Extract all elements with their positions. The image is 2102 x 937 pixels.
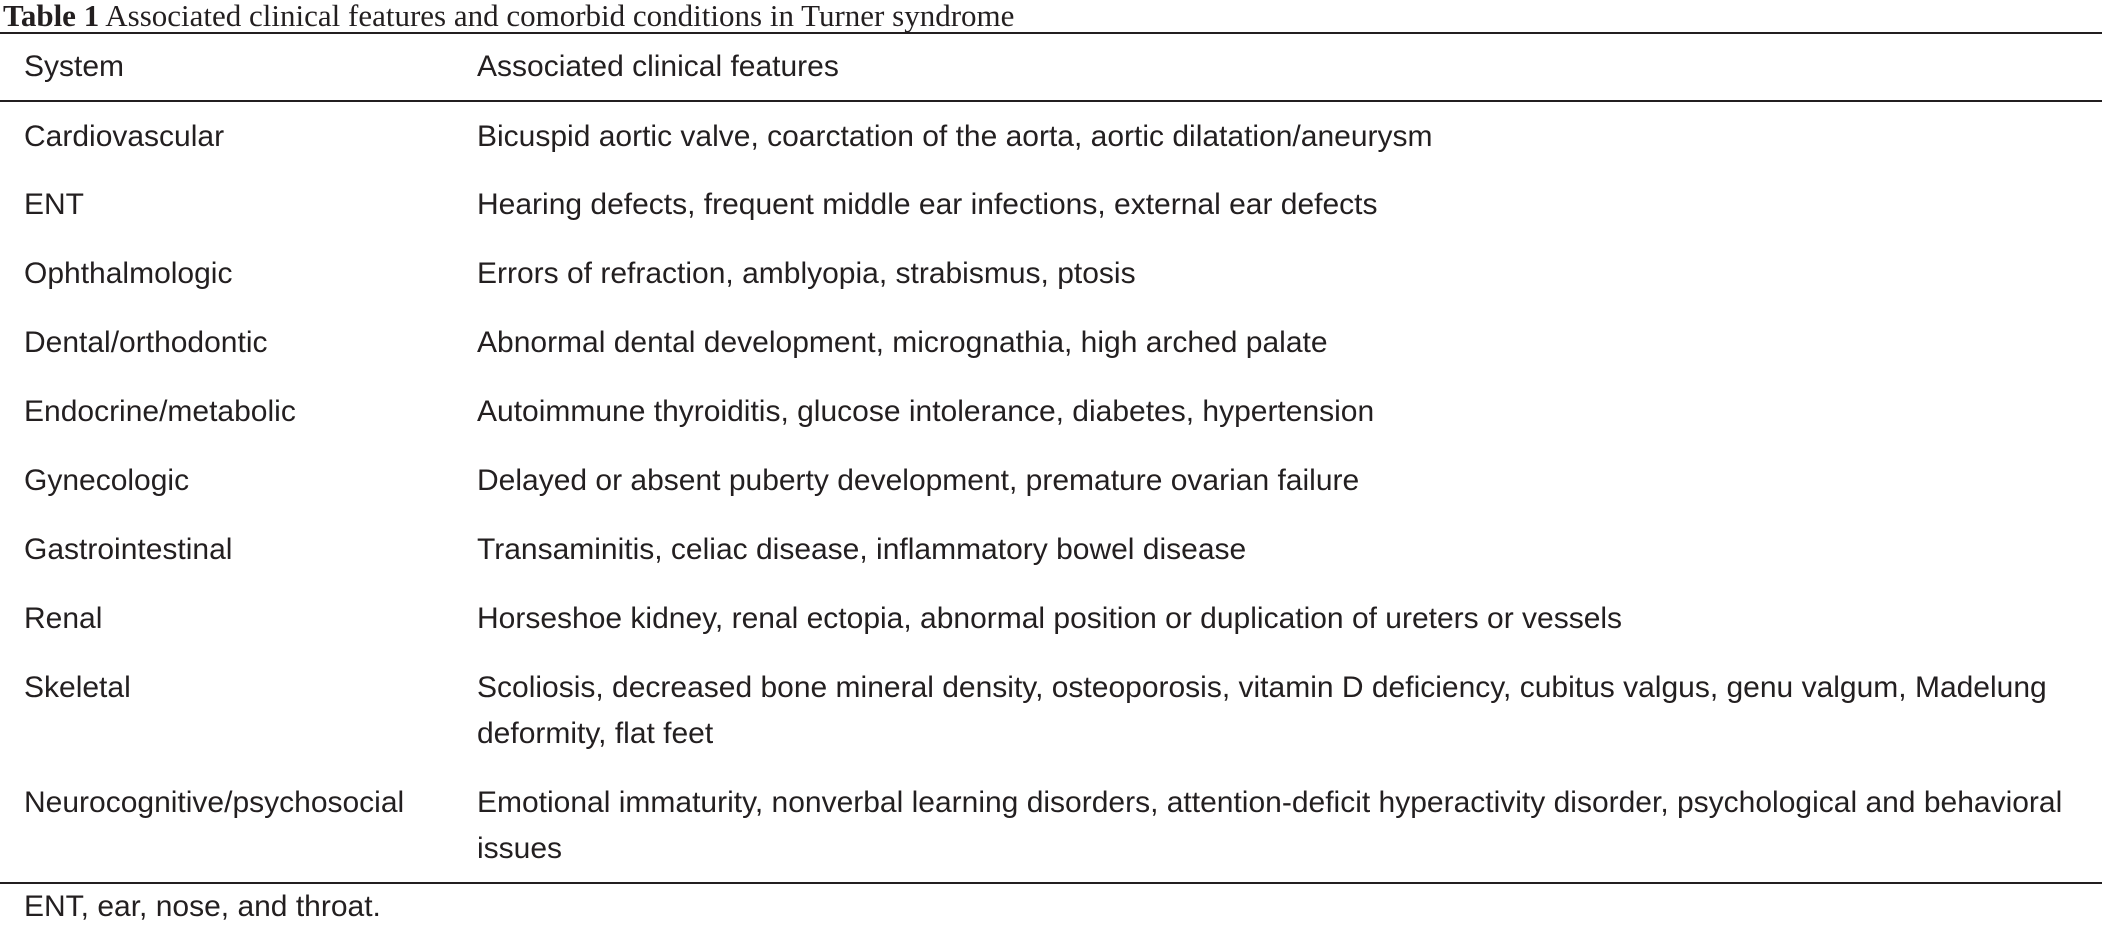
features-cell: Horseshoe kidney, renal ectopia, abnormal position or duplication of ureters or vessels <box>477 602 1623 635</box>
system-cell: Endocrine/metabolic <box>24 395 296 428</box>
features-cell: Emotional immaturity, nonverbal learning disorders, attention-deficit hyperactivity disorder, psychological and behavioral issues <box>477 768 2102 883</box>
table-footnote: ENT, ear, nose, and throat. <box>24 890 381 923</box>
header-system: System <box>24 50 125 83</box>
features-cell: Abnormal dental development, micrognathia, high arched palate <box>477 326 1328 359</box>
table-header-row <box>0 33 2102 101</box>
table-row <box>0 768 2102 883</box>
system-cell: Dental/orthodontic <box>24 326 268 359</box>
features-cell: Delayed or absent puberty development, premature ovarian failure <box>477 464 1360 497</box>
caption-text: Associated clinical features and comorbid conditions in Turner syndrome <box>105 0 1015 33</box>
table-row <box>0 515 2102 584</box>
caption-label: Table 1 <box>3 0 100 33</box>
features-cell: Bicuspid aortic valve, coarctation of the aorta, aortic dilatation/aneurysm <box>477 120 1433 153</box>
table-row <box>0 101 2102 170</box>
system-cell: Cardiovascular <box>24 120 225 153</box>
system-cell: Ophthalmologic <box>24 257 233 290</box>
table-row <box>0 377 2102 446</box>
system-cell: Renal <box>24 602 103 635</box>
features-cell: Autoimmune thyroiditis, glucose intolerance, diabetes, hypertension <box>477 395 1375 428</box>
clinical-features-table <box>0 32 2102 884</box>
system-cell: Skeletal <box>24 671 131 704</box>
table-row <box>0 584 2102 653</box>
table-row <box>0 170 2102 239</box>
header-features: Associated clinical features <box>477 50 839 83</box>
table-row <box>0 308 2102 377</box>
features-cell: Scoliosis, decreased bone mineral density, osteoporosis, vitamin D deficiency, cubitus valgus, genu valgum, Madelung deformity, flat feet <box>477 671 2047 750</box>
system-cell: ENT <box>24 188 84 221</box>
features-cell: Errors of refraction, amblyopia, strabismus, ptosis <box>477 257 1136 290</box>
system-cell: Neurocognitive/psychosocial <box>0 768 477 883</box>
table-caption <box>0 0 2102 32</box>
features-cell: Hearing defects, frequent middle ear infections, external ear defects <box>477 188 1378 221</box>
system-cell: Gynecologic <box>24 464 190 497</box>
system-cell: Gastrointestinal <box>24 533 233 566</box>
table-row <box>0 653 2102 768</box>
features-cell: Transaminitis, celiac disease, inflammatory bowel disease <box>477 533 1247 566</box>
table-row <box>0 239 2102 308</box>
table-row <box>0 446 2102 515</box>
